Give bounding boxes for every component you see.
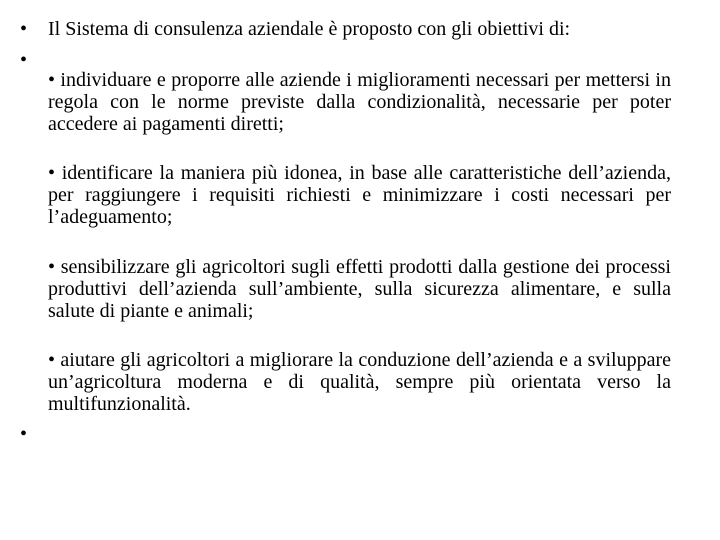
slide-heading: Il Sistema di consulenza aziendale è proposto con gli obiettivi di: bbox=[48, 18, 571, 40]
bullet-marker-3: • bbox=[20, 423, 28, 445]
objective-item-3: • sensibilizzare gli agricoltori sugli effetti prodotti dalla gestione dei processi produttivi dell’azienda sull’ambiente, sulla sicurezza alimentare, e sulla salute di piante e animali; bbox=[48, 256, 671, 322]
objective-item-4: • aiutare gli agricoltori a migliorare la conduzione dell’azienda e a sviluppare un’agricoltura moderna e di qualità, sempre più orientata verso la multifunzionalità. bbox=[48, 349, 671, 415]
objective-item-1: • individuare e proporre alle aziende i miglioramenti necessari per mettersi in regola con le norme previste dalla condizionalità, necessarie per poter accedere ai pagamenti diretti; bbox=[48, 69, 671, 135]
objective-item-2: • identificare la maniera più idonea, in base alle caratteristiche dell’azienda, per raggiungere i requisiti richiesti e minimizzare i costi necessari per l’adeguamento; bbox=[48, 162, 671, 228]
bullet-marker-1: • bbox=[20, 18, 28, 40]
bullet-marker-2: • bbox=[20, 49, 28, 71]
